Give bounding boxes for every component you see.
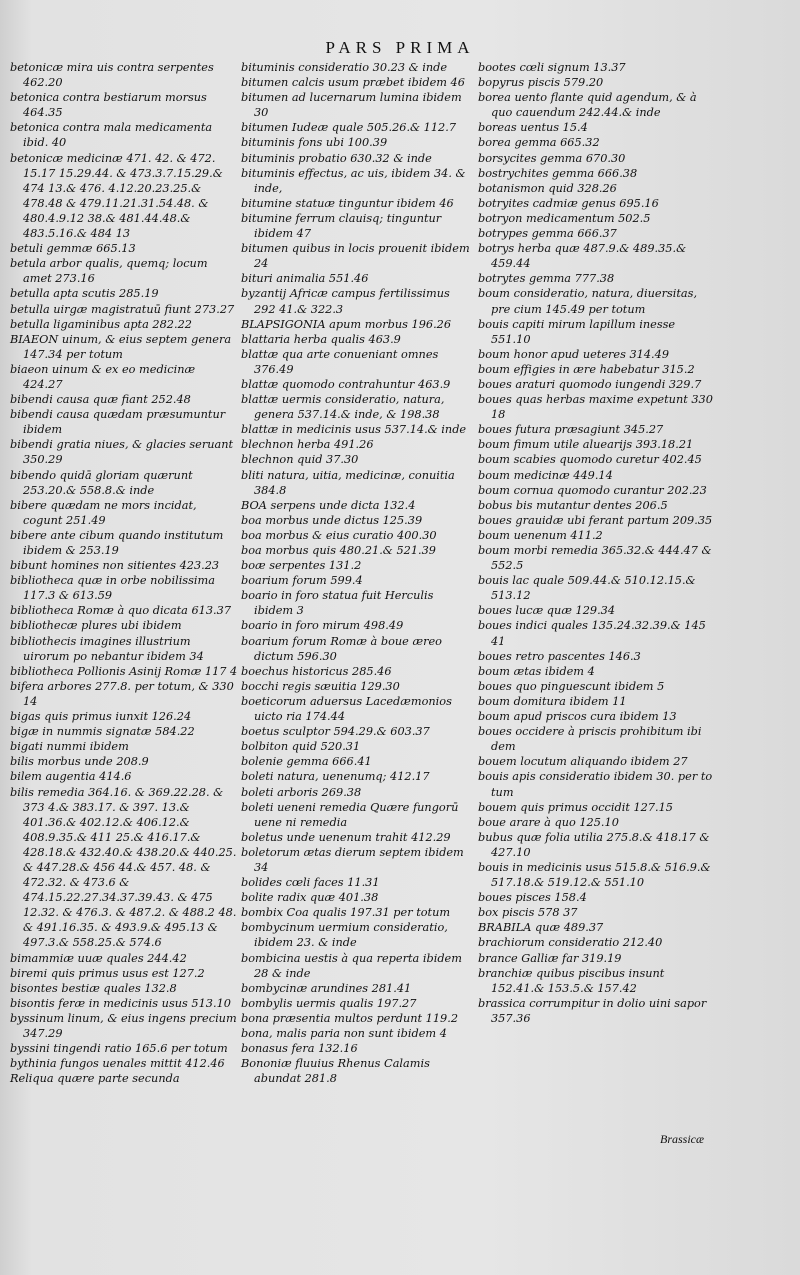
index-entry: betulla apta scutis 285.19 (10, 287, 159, 301)
index-entry: boum cornua quomodo curantur 202.23 (478, 483, 707, 497)
index-entry: byzantij Africæ campus fertilissimus 292 41.& 322.3 (241, 287, 450, 316)
index-entry: bitumen calcis usum præbet ibidem 46 (241, 76, 465, 90)
index-entry: bibliotheca Pollionis Asinij Romæ 117 4 (10, 664, 238, 678)
index-entry: bona præsentia multos perdunt 119.2 (241, 1011, 459, 1025)
index-entry: bitumine statuæ tinguntur ibidem 46 (241, 196, 454, 210)
index-entry: bigæ in nummis signatæ 584.22 (10, 725, 195, 739)
index-entry: BRABILA quæ 489.37 (478, 921, 604, 935)
index-entry: boæ serpentes 131.2 (241, 559, 362, 573)
index-entry: brance Galliæ far 319.19 (478, 951, 622, 965)
index-entry: bolides cœli faces 11.31 (241, 876, 380, 890)
index-entry: byssini tingendi ratio 165.6 per totum (10, 1042, 228, 1056)
index-entry: bliti natura, uitia, medicinæ, conuitia 384.8 (241, 468, 455, 497)
index-entry: BIAEON uinum, & eius septem genera 147.34 per totum (10, 332, 232, 361)
index-entry: bimammiæ uuæ quales 244.42 (10, 951, 187, 965)
index-entry: boum uenenum 411.2 (478, 528, 603, 542)
index-entry: bona, malis paria non sunt ibidem 4 (241, 1027, 447, 1040)
index-entry: boues lucæ quæ 129.34 (478, 604, 616, 618)
index-entry: boario in foro statua fuit Herculis ibidem 3 (241, 589, 434, 618)
index-entry: bolenie gemma 666.41 (241, 755, 372, 769)
index-entry: blechnon herba 491.26 (241, 438, 374, 452)
index-entry: bibliothecæ plures ubi ibidem (10, 619, 182, 633)
index-entry: blattaria herba qualis 463.9 (241, 332, 401, 346)
index-entry: bisontes bestiæ quales 132.8 (10, 981, 177, 995)
index-entry: boario in foro mirum 498.49 (241, 619, 404, 633)
index-entry: bibliotheca Romæ à quo dicata 613.37 (10, 604, 232, 618)
index-entry: boum scabies quomodo curetur 402.45 (478, 453, 702, 467)
index-entry: blattæ qua arte conueniant omnes 376.49 (241, 347, 439, 376)
index-entry: bilem augentia 414.6 (10, 770, 132, 784)
index-entry: boue arare à quo 125.10 (478, 815, 619, 829)
index-entry: bifera arbores 277.8. per totum, & 330 14 (10, 679, 234, 708)
index-entry: bituminis effectus, ac uis, ibidem 34. & inde, (241, 166, 466, 195)
index-entry: borsycites gemma 670.30 (478, 151, 626, 165)
index-entry: bigas quis primus iunxit 126.24 (10, 710, 192, 724)
catchword: Brassicæ (660, 1132, 705, 1146)
index-entry: bouem quis primus occidit 127.15 (478, 800, 673, 814)
index-entry: boum honor apud ueteres 314.49 (478, 347, 670, 361)
index-entry: betuli gemmæ 665.13 (10, 242, 136, 256)
index-entry: botrys herba quæ 487.9.& 489.35.& 459.44 (478, 242, 687, 271)
index-entry: bostrychites gemma 666.38 (478, 166, 638, 180)
index-entry: bilis morbus unde 208.9 (10, 755, 149, 769)
index-column-1 (10, 60, 238, 1086)
index-entry: bocchi regis sæuitia 129.30 (241, 679, 400, 693)
index-entry: boletus unde uenenum trahit 412.29 (241, 830, 451, 844)
index-entry: bibendi gratia niues, & glacies seruant 350.29 (10, 438, 234, 467)
index-column-2 (241, 60, 474, 1086)
index-entry: byssinum linum, & eius ingens precium 347.29 (10, 1011, 237, 1040)
index-entry: botrypes gemma 666.37 (478, 227, 617, 241)
index-entry: bitumen quibus in locis prouenit ibidem 24 (241, 242, 470, 271)
index-entry: bituminis fons ubi 100.39 (241, 136, 388, 150)
index-entry: betulla ligaminibus apta 282.22 (10, 317, 192, 331)
index-entry: betonica contra bestiarum morsus 464.35 (10, 91, 207, 120)
index-entry: bigati nummi ibidem (10, 740, 129, 754)
index-entry: bibliotheca quæ in orbe nobilissima 117.3 & 613.59 (10, 574, 215, 603)
index-entry: bisontis feræ in medicinis usus 513.10 (10, 996, 231, 1010)
index-entry: bituminis probatio 630.32 & inde (241, 151, 432, 165)
index-entry: BOA serpens unde dicta 132.4 (241, 498, 416, 512)
index-entry: box piscis 578 37 (478, 906, 578, 920)
index-entry: boleti ueneni remedia Quære fungorū uene ni remedia (241, 800, 459, 829)
index-entry: boues araturi quomodo iungendi 329.7 (478, 377, 702, 391)
index-entry: bouis in medicinis usus 515.8.& 516.9.& 517.18.& 519.12.& 551.10 (478, 860, 711, 890)
index-entry: boletorum ætas dierum septem ibidem 34 (241, 845, 464, 874)
index-entry: borea gemma 665.32 (478, 136, 600, 150)
index-entry: bibendi causa quæ fiant 252.48 (10, 393, 191, 407)
index-entry: boues futura præsagiunt 345.27 (478, 423, 664, 437)
index-entry: boues retro pascentes 146.3 (478, 649, 641, 663)
index-entry: bopyrus piscis 579.20 (478, 76, 604, 90)
index-entry: bythinia fungos uenales mittit 412.46 (10, 1057, 225, 1071)
index-entry: betulla uirgæ magistratuū fiunt 273.27 (10, 302, 235, 316)
index-entry: betonicæ medicinæ 471. 42. & 472. 15.17 15.29.44. & 473.3.7.15.29.& 474 13.& 476. 4.12.20.23.25.& 478.48 & 479.11.21.31.54.48. & 480.4.9.12 38.& 481.44.48.& 483.5.16.& 484 13 (10, 151, 223, 241)
index-entry: borea uento flante quid agendum, & à quo cauendum 242.44.& inde (478, 91, 697, 120)
index-entry: BLAPSIGONIA apum morbus 196.26 (241, 317, 452, 331)
index-entry: boum domitura ibidem 11 (478, 694, 627, 708)
index-entry: bolite radix quæ 401.38 (241, 891, 379, 905)
index-column-3 (478, 60, 716, 1026)
index-entry: Bononiæ fluuius Rhenus Calamis abundat 281.8 (241, 1057, 430, 1086)
index-entry: botryon medicamentum 502.5 (478, 211, 651, 225)
index-entry: blattæ in medicinis usus 537.14.& inde (241, 423, 467, 437)
index-entry: boeticorum aduersus Lacedæmonios uicto ria 174.44 (241, 694, 452, 724)
index-entry: boues pisces 158.4 (478, 891, 587, 905)
index-entry: bobus bis mutantur dentes 206.5 (478, 498, 668, 512)
index-entry: boum apud priscos cura ibidem 13 (478, 710, 677, 724)
index-entry: branchiæ quibus piscibus insunt 152.41.& 153.5.& 157.42 (478, 966, 665, 995)
index-entry: bolbiton quid 520.31 (241, 740, 361, 754)
index-entry: bombycinæ arundines 281.41 (241, 981, 412, 995)
index-entry: bitumine ferrum clauisq; tinguntur ibidem 47 (241, 211, 442, 241)
index-entry: bonasus fera 132.16 (241, 1042, 358, 1056)
index-entry: blechnon quid 37.30 (241, 453, 359, 467)
index-entry: bombylis uermis qualis 197.27 (241, 996, 417, 1010)
index-entry: boum morbi remedia 365.32.& 444.47 & 552.5 (478, 544, 712, 573)
index-entry: brachiorum consideratio 212.40 (478, 936, 663, 950)
index-entry: bootes cœli signum 13.37 (478, 61, 626, 74)
index-entry: bitumen Iudeæ quale 505.26.& 112.7 (241, 121, 457, 135)
index-entry: boues occidere à priscis prohibitum ibi dem (478, 725, 702, 754)
index-entry: bouem locutum aliquando ibidem 27 (478, 755, 688, 769)
index-entry: brassica corrumpitur in dolio uini sapor 357.36 (478, 996, 707, 1025)
index-entry: bibliothecis imagines illustrium uirorum po nebantur ibidem 34 (10, 634, 204, 663)
index-entry: bombix Coa qualis 197.31 per totum (241, 906, 451, 920)
index-entry: betonicæ mira uis contra serpentes 462.20 (10, 61, 214, 90)
index-entry: bibunt homines non sitientes 423.23 (10, 559, 220, 573)
index-entry: boum ætas ibidem 4 (478, 664, 595, 678)
index-entry: boues indici quales 135.24.32.39.& 145 41 (478, 619, 706, 648)
index-entry: bibere quædam ne mors incidat, cogunt 251.49 (10, 498, 197, 527)
index-entry: bibendi causa quædam præsumuntur ibidem (10, 408, 226, 437)
index-entry: boues grauidæ ubi ferant partum 209.35 (478, 513, 713, 527)
index-entry: bibere ante cibum quando institutum ibidem & 253.19 (10, 528, 224, 557)
index-entry: boa morbus unde dictus 125.39 (241, 513, 423, 527)
index-entry: boetus sculptor 594.29.& 603.37 (241, 725, 430, 739)
index-entry: botryites cadmiæ genus 695.16 (478, 196, 659, 210)
index-entry: bouis capiti mirum lapillum inesse 551.10 (478, 317, 676, 346)
index-entry: betula arbor qualis, quemq; locum amet 273.16 (10, 257, 208, 286)
index-entry: bouis apis consideratio ibidem 30. per to tum (478, 770, 713, 799)
index-entry: boum medicinæ 449.14 (478, 468, 613, 482)
index-entry: bombycinum uermium consideratio, ibidem 23. & inde (241, 921, 448, 950)
index-entry: bitumen ad lucernarum lumina ibidem 30 (241, 91, 462, 120)
index-entry: Reliqua quære parte secunda (10, 1072, 180, 1086)
index-entry: boleti arboris 269.38 (241, 785, 362, 799)
index-entry: boa morbus quis 480.21.& 521.39 (241, 544, 436, 557)
index-entry: boreas uentus 15.4 (478, 121, 588, 135)
index-entry: betonica contra mala medicamenta ibid. 40 (10, 121, 213, 150)
index-entry: boa morbus & eius curatio 400.30 (241, 528, 437, 542)
index-entry: blattæ quomodo contrahuntur 463.9 (241, 377, 451, 391)
index-entry: bouis lac quale 509.44.& 510.12.15.& 513.12 (478, 574, 696, 603)
index-entry: biremi quis primus usus est 127.2 (10, 966, 205, 980)
index-entry: boum fimum utile aluearijs 393.18.21 (478, 438, 694, 452)
index-entry: blattæ uermis consideratio, natura, genera 537.14.& inde, & 198.38 (241, 393, 445, 422)
index-entry: boues quo pinguescunt ibidem 5 (478, 679, 665, 693)
index-entry: boum effigies in ære habebatur 315.2 (478, 362, 695, 376)
index-entry: bituri animalia 551.46 (241, 272, 369, 286)
index-entry: botanismon quid 328.26 (478, 181, 617, 195)
index-entry: boechus historicus 285.46 (241, 664, 392, 678)
index-entry: boarium forum 599.4 (241, 574, 363, 588)
index-entry: biaeon uinum & ex eo medicinæ 424.27 (10, 362, 196, 391)
index-entry: bibendo quidā gloriam quærunt 253.20.& 558.8.& inde (10, 468, 193, 497)
running-head: PARS PRIMA (325, 38, 475, 57)
index-entry: bubus quæ folia utilia 275.8.& 418.17 & 427.10 (478, 830, 710, 859)
index-entry: bilis remedia 364.16. & 369.22.28. & 373 4.& 383.17. & 397. 13.& 401.36.& 402.12.& 406.12.& 408.9.35.& 411 25.& 416.17.& 428.18.& 432.40.& 438.20.& 440.25. & 447.28.& 456 44.& 457. 48. & 472.32. & 473.6 & 474.15.22.27.34.37.39.43. & 475 12.32. & 476.3. & 487.2. & 488.2 48. & 491.16.35. & 493.9.& 495.13 & 497.3.& 558.25.& 574.6 (10, 785, 237, 950)
index-entry: bituminis consideratio 30.23 & inde (241, 61, 448, 74)
index-entry: botrytes gemma 777.38 (478, 272, 615, 286)
index-entry: bombicina uestis à qua reperta ibidem 28 & inde (241, 951, 462, 980)
index-entry: boleti natura, uenenumq; 412.17 (241, 770, 430, 784)
index-entry: boues quas herbas maxime expetunt 330 18 (478, 393, 713, 422)
index-entry: boarium forum Romæ à boue æreo dictum 596.30 (241, 634, 442, 663)
index-entry: boum consideratio, natura, diuersitas, pre cium 145.49 per totum (478, 287, 698, 316)
